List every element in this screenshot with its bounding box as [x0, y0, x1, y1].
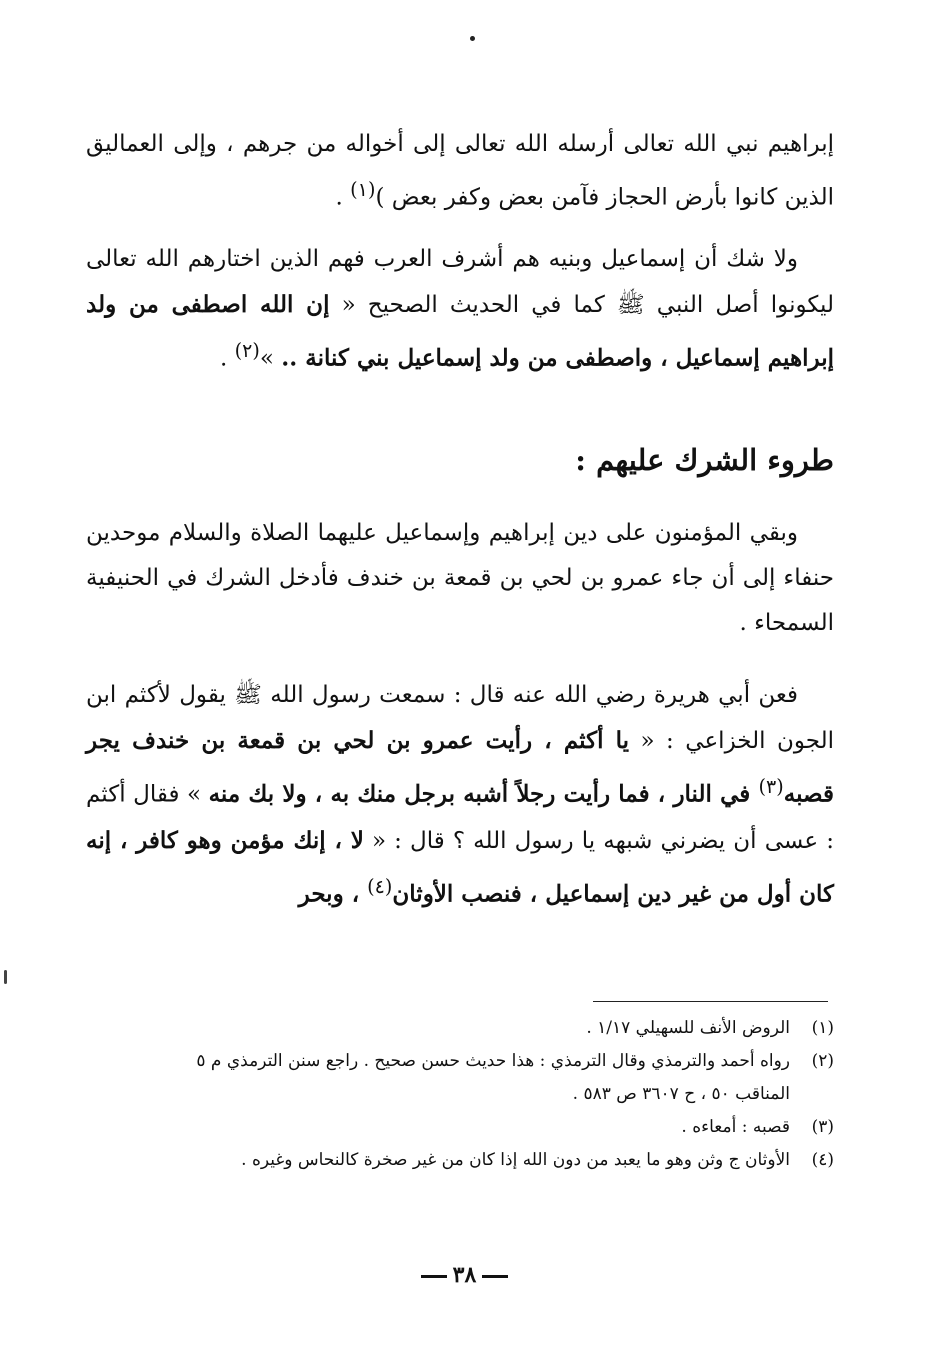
- footnote-1: [170, 1012, 834, 1045]
- paragraph-3-text: وبقي المؤمنون على دين إبراهيم وإسماعيل عليهما الصلاة والسلام موحدين حنفاء إلى أن جاء عمرو بن لحي بن قمعة بن خندف فأدخل الشرك في الحنيفية السمحاء .: [86, 520, 834, 636]
- footnote-3: [170, 1111, 834, 1144]
- paragraph-2-text: ولا شك أن إسماعيل وبنيه هم أشرف العرب فهم الذين اختارهم الله تعالى ليكونوا أصل النبي ﷺ كما في الحديث الصحيح «: [86, 246, 834, 318]
- paragraph-4-hadith-part-2: في النار ، فما رأيت رجلاً أشبه برجل منك به ، ولا بك منه: [208, 780, 759, 808]
- paragraph-2: [86, 237, 834, 382]
- section-heading: طروء الشرك عليهم :: [575, 443, 834, 477]
- footnote-number: (١): [811, 1018, 834, 1038]
- page-number-dash-right: [482, 1275, 508, 1278]
- paragraph-4: [86, 673, 834, 917]
- footnote-number: (٢): [811, 1051, 834, 1071]
- paragraph-2-close-quote: »: [259, 345, 282, 372]
- top-dot-mark: [470, 36, 475, 41]
- footnote-number: (٤): [811, 1150, 834, 1170]
- paragraph-4-hadith-part-3: لا ، إنك مؤمن وهو كافر ، إنه كان أول من غير دين إسماعيل ، فنصب الأوثان: [86, 826, 834, 908]
- paragraph-2-end: .: [220, 345, 235, 372]
- footnote-2: [170, 1045, 834, 1111]
- footnote-text: الأوثان ج وثن وهو ما يعبد من دون الله إذا كان من غير صخرة كالنحاس وغيره .: [241, 1150, 790, 1170]
- footnote-number: (٣): [811, 1117, 834, 1137]
- page-number-dash-left: [421, 1275, 447, 1278]
- paragraph-1-end: .: [335, 184, 351, 211]
- footnote-4: [170, 1144, 834, 1177]
- footnote-ref-2: (٢): [234, 339, 260, 362]
- page-number: [0, 1262, 929, 1288]
- left-edge-mark: [4, 970, 7, 984]
- footnote-text: رواه أحمد والترمذي وقال الترمذي : هذا حديث حسن صحيح . راجع سنن الترمذي م ٥ المناقب ٥٠ ، ح ٣٦٠٧ ص ٥٨٣ .: [196, 1051, 790, 1104]
- footnote-separator: [593, 1001, 828, 1002]
- footnotes: [170, 1012, 834, 1177]
- paragraph-1: [86, 122, 834, 221]
- paragraph-4-hadith-part-1: يا أكثم ، رأيت عمرو بن لحي بن قمعة بن خندف يجر قصبه: [86, 727, 834, 808]
- paragraph-2-hadith: إن الله اصطفى من ولد إبراهيم إسماعيل ، واصطفى من ولد إسماعيل بني كنانة ..: [86, 291, 834, 372]
- footnote-ref-4: (٤): [367, 874, 393, 898]
- paragraph-4-intro: فعن أبي هريرة رضي الله عنه قال : سمعت رسول الله ﷺ يقول لأكثم ابن الجون الخزاعي : «: [86, 682, 834, 754]
- paragraph-1-text: إبراهيم نبي الله تعالى أرسله الله تعالى إلى أخواله من جرهم ، وإلى العماليق الذين كانوا بأرض الحجاز فآمن بعض وكفر بعض ): [86, 131, 834, 211]
- page-number-value: ٣٨: [452, 1262, 477, 1288]
- footnote-text: قصبه : أمعاءه .: [681, 1117, 790, 1137]
- footnote-ref-1: (١): [350, 178, 376, 201]
- paragraph-3: [86, 511, 834, 646]
- footnote-ref-3: (٣): [758, 775, 784, 798]
- paragraph-4-hadith-part-4: ، وبحر: [298, 880, 368, 908]
- paragraph-4-middle: » فقال أكثم : عسى أن يضرني شبهه يا رسول الله ؟ قال : «: [86, 781, 834, 854]
- footnote-text: الروض الأنف للسهيلي ١/١٧ .: [586, 1018, 790, 1038]
